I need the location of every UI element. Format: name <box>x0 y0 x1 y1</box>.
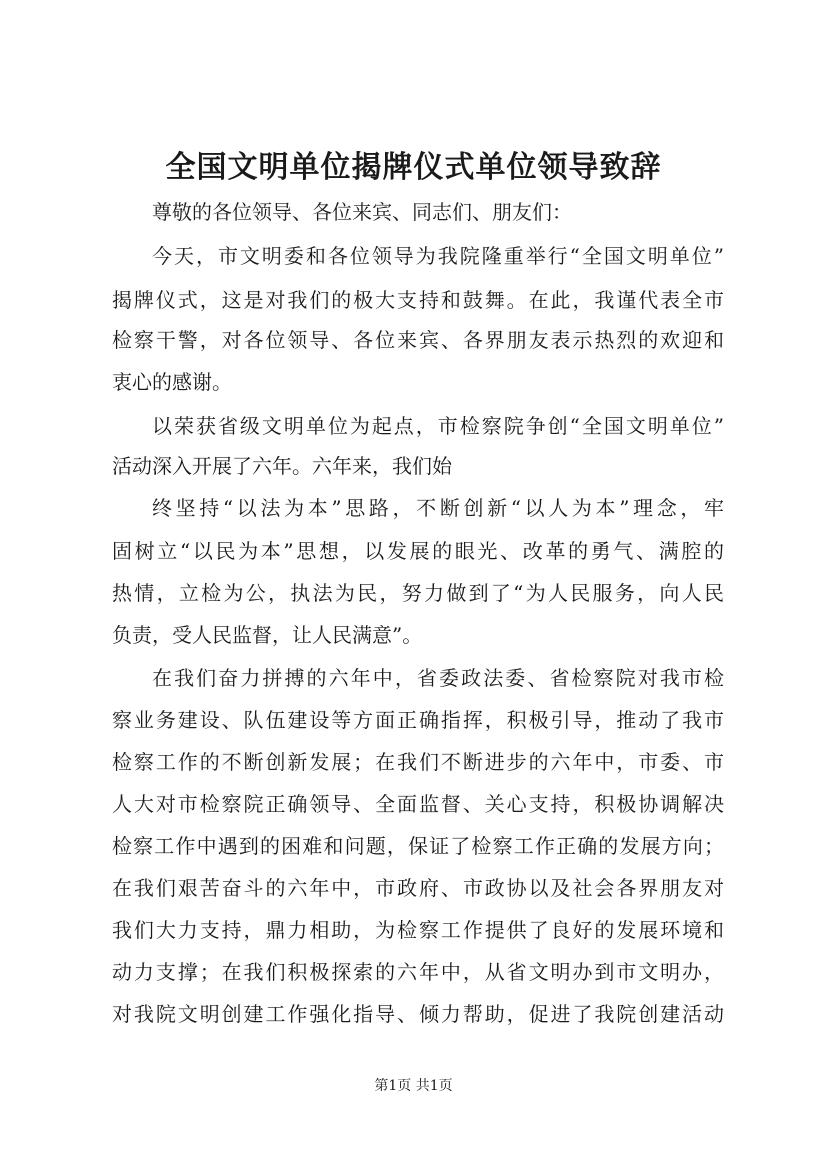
body-line: 终坚持“以法为本”思路，不断创新“以人为本”理念，牢 <box>152 496 724 520</box>
body-line: 今天，市文明委和各位领导为我院隆重举行“全国文明单位” <box>152 244 724 268</box>
body-line: 活动深入开展了六年。六年来，我们始 <box>112 454 452 478</box>
body-line: 以荣获省级文明单位为起点，市检察院争创“全国文明单位” <box>152 414 724 438</box>
body-line: 检察干警，对各位领导、各位来宾、各界朋友表示热烈的欢迎和 <box>112 328 724 352</box>
body-line: 固树立“以民为本”思想，以发展的眼光、改革的勇气、满腔的 <box>112 539 724 563</box>
body-line: 揭牌仪式，这是对我们的极大支持和鼓舞。在此，我谨代表全市 <box>112 288 724 312</box>
document-title: 全国文明单位揭牌仪式单位领导致辞 <box>165 150 662 185</box>
body-line: 我们大力支持，鼎力相助，为检察工作提供了良好的发展环境和 <box>112 918 724 942</box>
body-line: 衷心的感谢。 <box>112 370 232 394</box>
body-line: 动力支撑；在我们积极探索的六年中，从省文明办到市文明办， <box>112 960 724 984</box>
body-line: 热情，立检为公，执法为民，努力做到了“为人民服务，向人民 <box>112 581 724 605</box>
body-line: 在我们艰苦奋斗的六年中，市政府、市政协以及社会各界朋友对 <box>112 876 724 900</box>
body-line: 负责，受人民监督，让人民满意”。 <box>112 623 423 647</box>
body-line: 在我们奋力拼搏的六年中，省委政法委、省检察院对我市检 <box>152 666 724 690</box>
page-footer: 第1页 共1页 <box>374 1078 453 1094</box>
body-line: 对我院文明创建工作强化指导、倾力帮助，促进了我院创建活动 <box>112 1002 724 1026</box>
body-line: 人大对市检察院正确领导、全面监督、关心支持，积极协调解决 <box>112 792 724 816</box>
body-line: 检察工作的不断创新发展；在我们不断进步的六年中，市委、市 <box>112 750 724 774</box>
body-line: 察业务建设、队伍建设等方面正确指挥，积极引导，推动了我市 <box>112 708 724 732</box>
salutation: 尊敬的各位领导、各位来宾、同志们、朋友们： <box>152 200 572 224</box>
body-line: 检察工作中遇到的困难和问题，保证了检察工作正确的发展方向； <box>112 834 724 858</box>
